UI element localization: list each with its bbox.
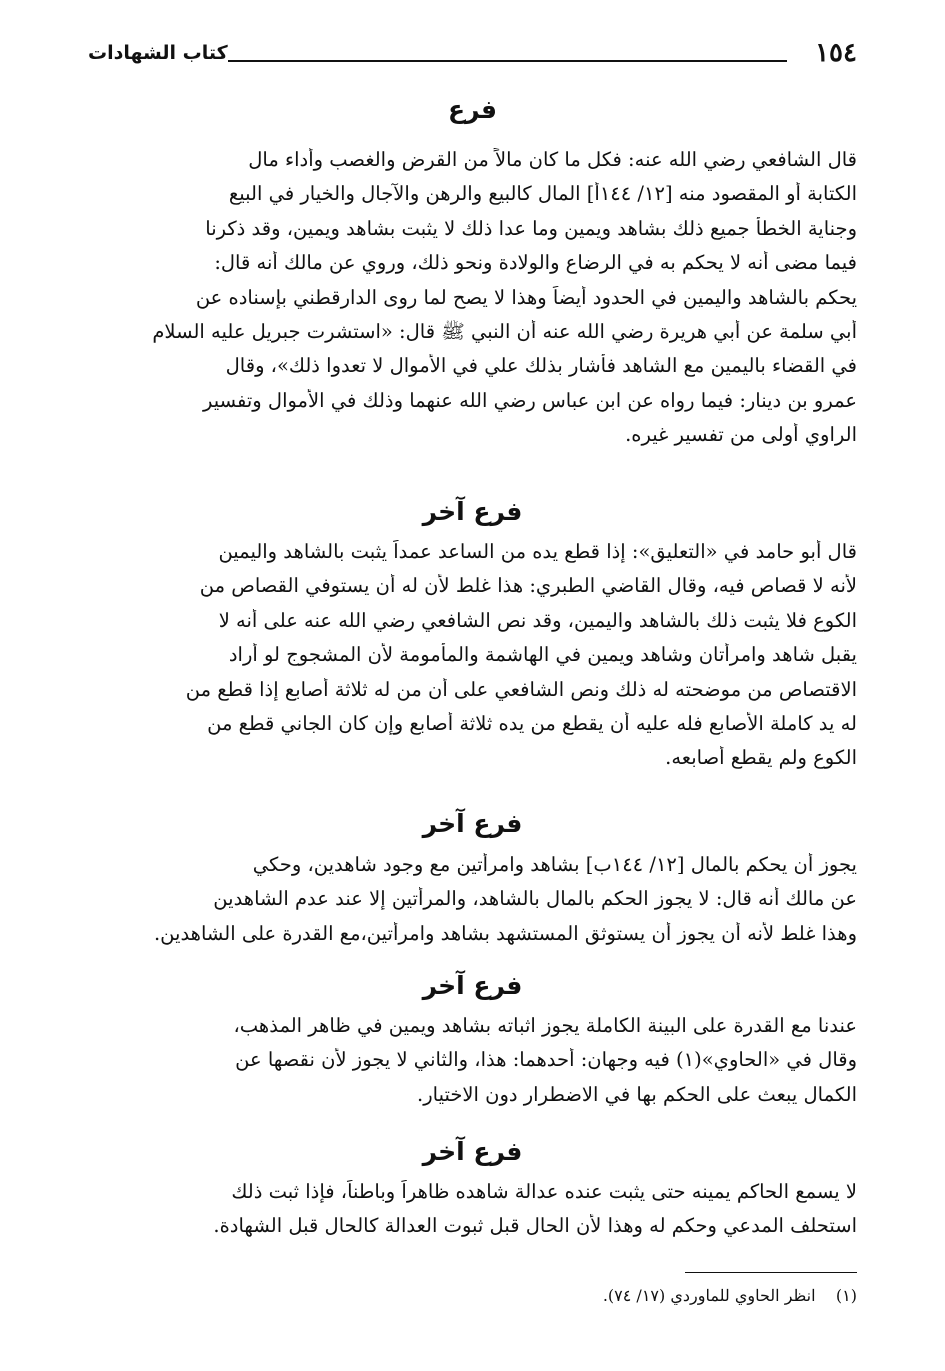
section-heading-2: فرع آخر [422,497,523,526]
text-line: الكوع فلا يثبت ذلك بالشاهد واليمين، وقد نص الشافعي رضي الله عنه على أنه لا [218,608,857,632]
text-line: وهذا غلط لأنه أن يجوز أن يستوثق المستشهد بشاهد وامرأتين،مع القدرة على الشاهدين. [153,921,857,945]
book-title: كتاب الشهادات [88,42,228,64]
section-paragraph-5 [88,1180,857,1249]
text-line: يقبل شاهد وامرأتان وشاهد ويمين في الهاشمة والمأمومة لأن المشجوج لو أراد [228,643,857,667]
text-line: له يد كاملة الأصابع فله عليه أن يقطع من يده ثلاثة أصابع وإن كان الجاني قطع من [207,711,857,735]
text-line: الراوي أولى من تفسير غيره. [625,423,857,447]
footnote [603,1286,857,1305]
text-line: لا يسمع الحاكم يمينه حتى يثبت عنده عدالة شاهده ظاهراً وباطناً، فإذا ثبت ذلك [231,1180,857,1203]
section-paragraph-2 [88,540,857,781]
section-paragraph-1 [88,148,857,458]
text-line: قال الشافعي رضي الله عنه: فكل ما كان مالاً من القرض والغصب وأداء مال [248,148,857,171]
text-line: لأنه لا قصاص فيه، وقال القاضي الطبري: هذا غلط لأن له أن يستوفي القصاص من [199,574,857,598]
footnote-rule [685,1272,857,1273]
text-line: الاقتصاص من موضحته له ذلك ونص الشافعي على أن من له ثلاثة أصابع إذا قطع من [185,677,857,701]
text-line: استحلف المدعي وحكم له وهذا لأن الحال قبل ثبوت العدالة كالحال قبل الشهادة. [213,1214,857,1238]
text-line: عندنا مع القدرة على البينة الكاملة يجوز اثباته بشاهد ويمين في ظاهر المذهب، [233,1014,857,1037]
text-line: الكوع ولم يقطع أصابعه. [665,746,857,770]
text-line: الكتابة أو المقصود منه [١٢/ ١٤٤أ] المال كالبيع والرهن والآجال والخيار في البيع [228,182,857,206]
text-line: في القضاء باليمين مع الشاهد فأشار بذلك علي في الأموال لا تعدوا ذلك»، وقال [225,354,857,378]
text-line: الكمال يبعث على الحكم بها في الاضطرار دون الاختيار. [417,1082,857,1106]
text-line: عمرو بن دينار: فيما رواه عن ابن عباس رضي الله عنهما وذلك في الأموال وتفسير [202,388,857,412]
footnote-text: انظر الحاوي للماوردي (١٧/ ٧٤). [602,1286,816,1305]
header-rule [228,60,787,62]
text-line: فيما مضى أنه لا يحكم به في الرضاع والولادة ونحو ذلك، وروي عن مالك أنه قال: [214,251,857,275]
text-line: وقال في «الحاوي»(١) فيه وجهان: أحدهما: هذا، والثاني لا يجوز لأن نقصها عن [235,1048,857,1072]
section-heading-3: فرع آخر [422,809,523,838]
page-number: ١٥٤ [815,38,857,68]
footnote-marker: (١) [835,1286,857,1305]
text-line: وجناية الخطأ جميع ذلك بشاهد ويمين وما عدا ذلك لا يثبت بشاهد ويمين، وقد ذكرنا [205,216,857,240]
text-line: أبي سلمة عن أبي هريرة رضي الله عنه أن النبي ﷺ قال: «استشرت جبريل عليه السلام [152,319,857,343]
section-heading-5: فرع آخر [422,1137,523,1166]
text-line: يحكم بالشاهد واليمين في الحدود أيضاً وهذا لا يصح لما روى الدارقطني بإسناده عن [195,285,857,309]
section-paragraph-4 [88,1014,857,1117]
text-line: قال أبو حامد في «التعليق»: إذا قطع يده من الساعد عمداً يثبت بالشاهد واليمين [218,540,857,563]
text-line: يجوز أن يحكم بالمال [١٢/ ١٤٤ب] بشاهد وامرأتين مع وجود شاهدين، وحكي [252,853,857,876]
section-paragraph-3 [88,853,857,956]
section-heading-1: فرع [448,95,497,124]
text-line: عن مالك أنه قال: لا يجوز الحكم بالمال بالشاهد، والمرأتين إلا عند عدم الشاهدين [213,887,857,911]
running-header [88,38,857,78]
section-heading-4: فرع آخر [422,971,523,1000]
